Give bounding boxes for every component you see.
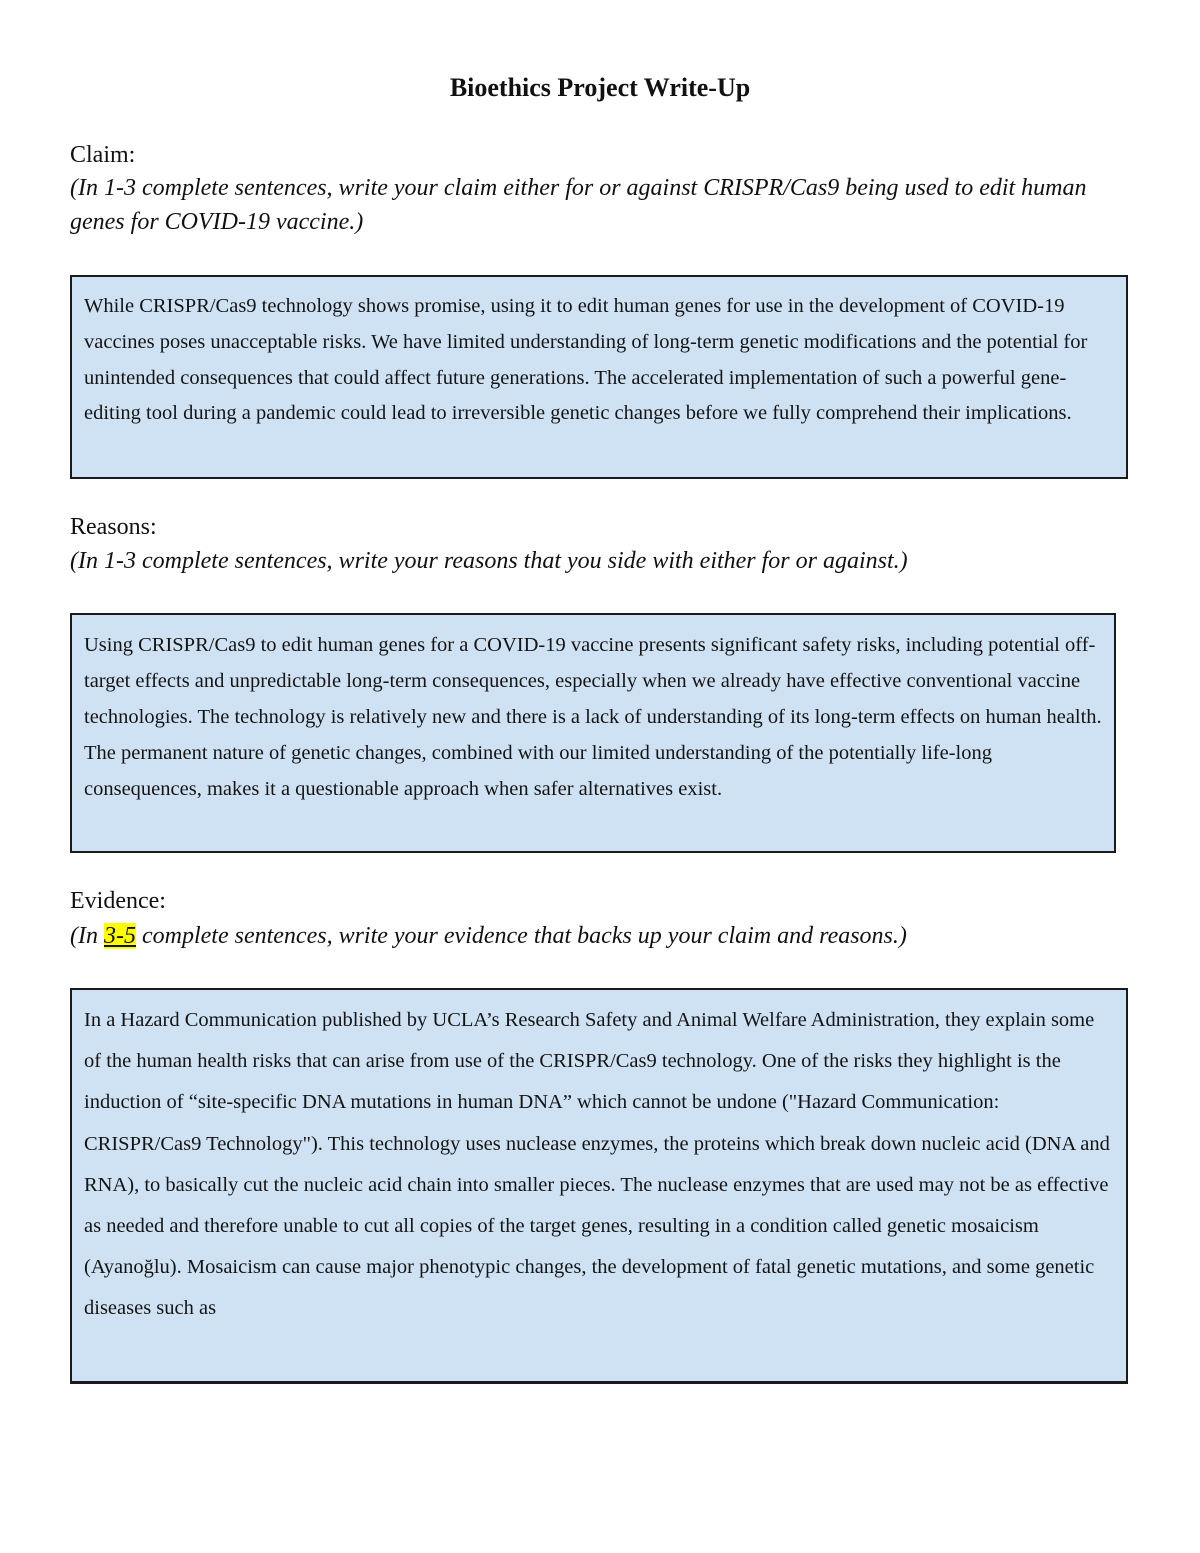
evidence-sentence-count-highlight: 3-5 — [103, 923, 136, 949]
claim-answer-box[interactable]: While CRISPR/Cas9 technology shows promise, using it to edit human genes for use in the development of COVID-19 vaccines poses unacceptable risks. We have limited understanding of long-term genetic modifications and the potential for unintended consequences that could affect future generations. The accelerated implementation of such a powerful gene-editing tool during a pandemic could lead to irreversible genetic changes before we fully comprehend their implications. — [70, 275, 1128, 479]
evidence-instruction-prefix: (In — [70, 923, 104, 949]
reasons-instruction: (In 1-3 complete sentences, write your reasons that you side with either for or against.) — [70, 548, 908, 574]
evidence-heading: Evidence: — [70, 888, 166, 914]
claim-heading: Claim: — [70, 142, 136, 168]
evidence-instruction-suffix: complete sentences, write your evidence that backs up your claim and reasons.) — [135, 923, 907, 949]
reasons-heading: Reasons: — [70, 514, 157, 540]
document-title: Bioethics Project Write-Up — [449, 73, 751, 102]
reasons-answer-box[interactable]: Using CRISPR/Cas9 to edit human genes for a COVID-19 vaccine presents significant safety risks, including potential off-target effects and unpredictable long-term consequences, especially when we already have effective conventional vaccine technologies. The technology is relatively new and there is a lack of understanding of its long-term effects on human health. The permanent nature of genetic changes, combined with our limited understanding of the potentially life-long consequences, makes it a questionable approach when safer alternatives exist. — [70, 613, 1116, 853]
claim-instruction: (In 1-3 complete sentences, write your claim either for or against CRISPR/Cas9 being used to edit human genes for COVID-19 vaccine.) — [70, 175, 1087, 235]
evidence-instruction — [70, 919, 1140, 953]
evidence-answer-box[interactable]: In a Hazard Communication published by UCLA’s Research Safety and Animal Welfare Administration, they explain some of the human health risks that can arise from use of the CRISPR/Cas9 technology. One of the risks they highlight is the induction of “site-specific DNA mutations in human DNA” which cannot be undone ("Hazard Communication: CRISPR/Cas9 Technology"). This technology uses nuclease enzymes, the proteins which break down nucleic acid (DNA and RNA), to basically cut the nucleic acid chain into smaller pieces. The nuclease enzymes that are used may not be as effective as needed and therefore unable to cut all copies of the target genes, resulting in a condition called genetic mosaicism (Ayanoğlu). Mosaicism can cause major phenotypic changes, the development of fatal genetic mutations, and some genetic diseases such as — [70, 988, 1128, 1384]
